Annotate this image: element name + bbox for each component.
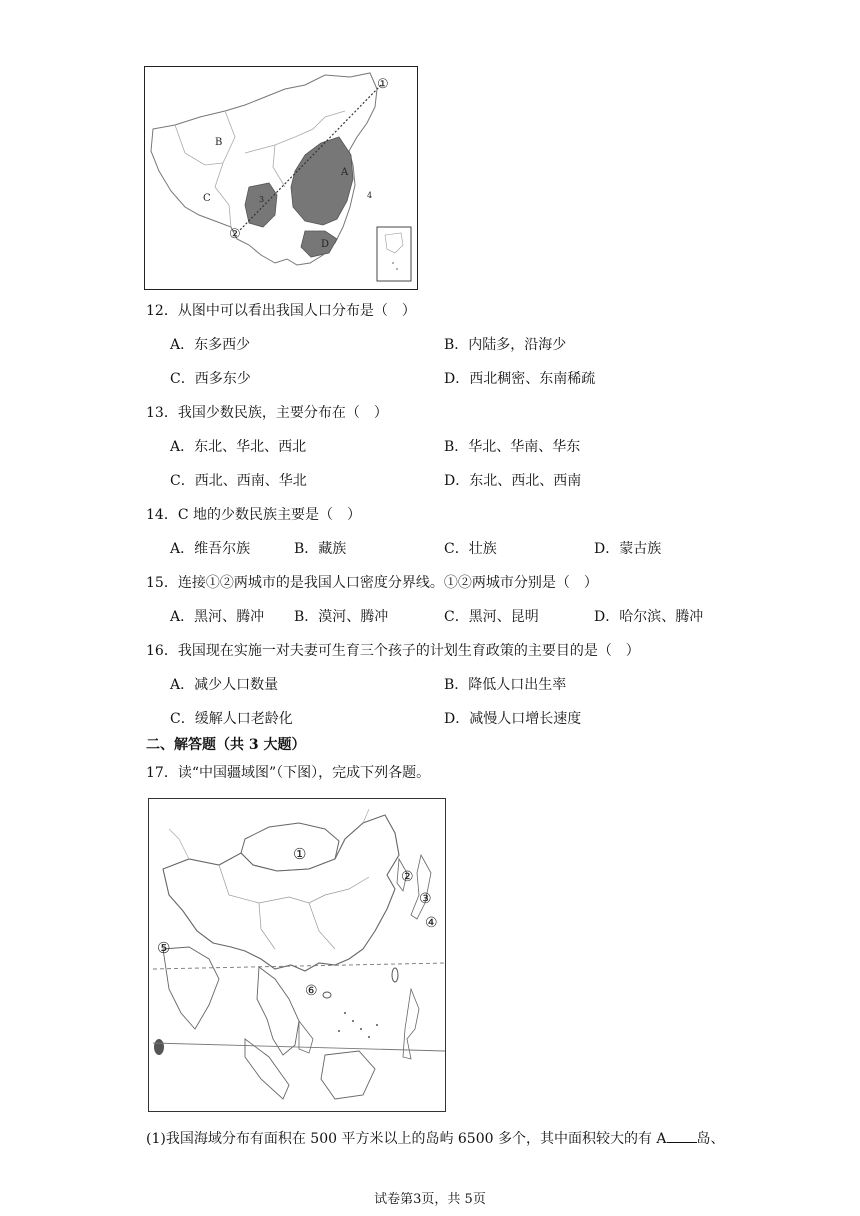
q16-option-c[interactable]: C．缓解人口老龄化 xyxy=(170,711,293,727)
map-label-4: 4 xyxy=(367,191,373,200)
question-14-stem: 14．C 地的少数民族主要是（ ） xyxy=(146,507,361,523)
q17-1-suffix: 岛、 xyxy=(696,1131,725,1147)
map2-label-2: ② xyxy=(401,869,414,885)
q16-option-a[interactable]: A．减少人口数量 xyxy=(170,677,279,693)
q12-option-d[interactable]: D．西北稠密、东南稀疏 xyxy=(444,371,596,387)
page-footer: 试卷第3页，共 5页 xyxy=(374,1192,486,1207)
question-16-stem: 16．我国现在实施一对夫妻可生育三个孩子的计划生育政策的主要目的是（ ） xyxy=(146,643,640,659)
q15-option-b[interactable]: B．漠河、腾冲 xyxy=(294,609,389,625)
q15-option-a[interactable]: A．黑河、腾冲 xyxy=(170,609,265,625)
q16-option-b[interactable]: B．降低人口出生率 xyxy=(444,677,567,693)
map-label-a: A xyxy=(341,167,349,178)
q14-option-b[interactable]: B．藏族 xyxy=(294,541,347,557)
question-17-1 xyxy=(146,1128,725,1148)
q13-option-d[interactable]: D．东北、西北、西南 xyxy=(444,473,582,489)
population-map-drawing xyxy=(145,67,417,289)
question-17-stem: 17．读“中国疆域图”（下图），完成下列各题。 xyxy=(146,765,431,781)
map2-label-6: ⑥ xyxy=(305,983,318,999)
q12-option-b[interactable]: B．内陆多，沿海少 xyxy=(444,337,567,353)
question-12-stem: 12．从图中可以看出我国人口分布是（ ） xyxy=(146,303,416,319)
map-label-c: C xyxy=(203,193,211,204)
map2-label-4: ④ xyxy=(425,915,438,931)
q12-option-c[interactable]: C．西多东少 xyxy=(170,371,251,387)
map-label-d: D xyxy=(321,239,330,250)
population-map xyxy=(144,66,418,290)
q14-option-c[interactable]: C．壮族 xyxy=(444,541,497,557)
q15-option-c[interactable]: C．黑河、昆明 xyxy=(444,609,539,625)
question-15-stem: 15．连接①②两城市的是我国人口密度分界线。①②两城市分别是（ ） xyxy=(146,575,598,591)
map-label-circle1: ① xyxy=(377,77,389,92)
q17-1-text: (1)我国海域分布有面积在 500 平方米以上的岛屿 6500 多个，其中面积较大的有 A xyxy=(146,1131,667,1147)
q13-option-a[interactable]: A．东北、华北、西北 xyxy=(170,439,307,455)
territory-map xyxy=(148,798,446,1112)
answer-blank[interactable] xyxy=(667,1130,697,1143)
q12-option-a[interactable]: A．东多西少 xyxy=(170,337,251,353)
map-label-b: B xyxy=(215,137,223,148)
q14-option-d[interactable]: D．蒙古族 xyxy=(594,541,662,557)
map2-label-1: ① xyxy=(293,845,307,863)
map-label-circle2: ② xyxy=(229,227,241,242)
q15-option-d[interactable]: D．哈尔滨、腾冲 xyxy=(594,609,704,625)
map2-label-3: ③ xyxy=(419,891,432,907)
map2-label-5: ⑤ xyxy=(157,939,171,957)
section-heading: 二、解答题（共 3 大题） xyxy=(146,737,306,753)
q13-option-c[interactable]: C．西北、西南、华北 xyxy=(170,473,307,489)
q13-option-b[interactable]: B．华北、华南、华东 xyxy=(444,439,581,455)
q14-option-a[interactable]: A．维吾尔族 xyxy=(170,541,251,557)
question-13-stem: 13．我国少数民族，主要分布在（ ） xyxy=(146,405,388,421)
q16-option-d[interactable]: D．减慢人口增长速度 xyxy=(444,711,582,727)
map-label-3: 3 xyxy=(259,195,265,204)
